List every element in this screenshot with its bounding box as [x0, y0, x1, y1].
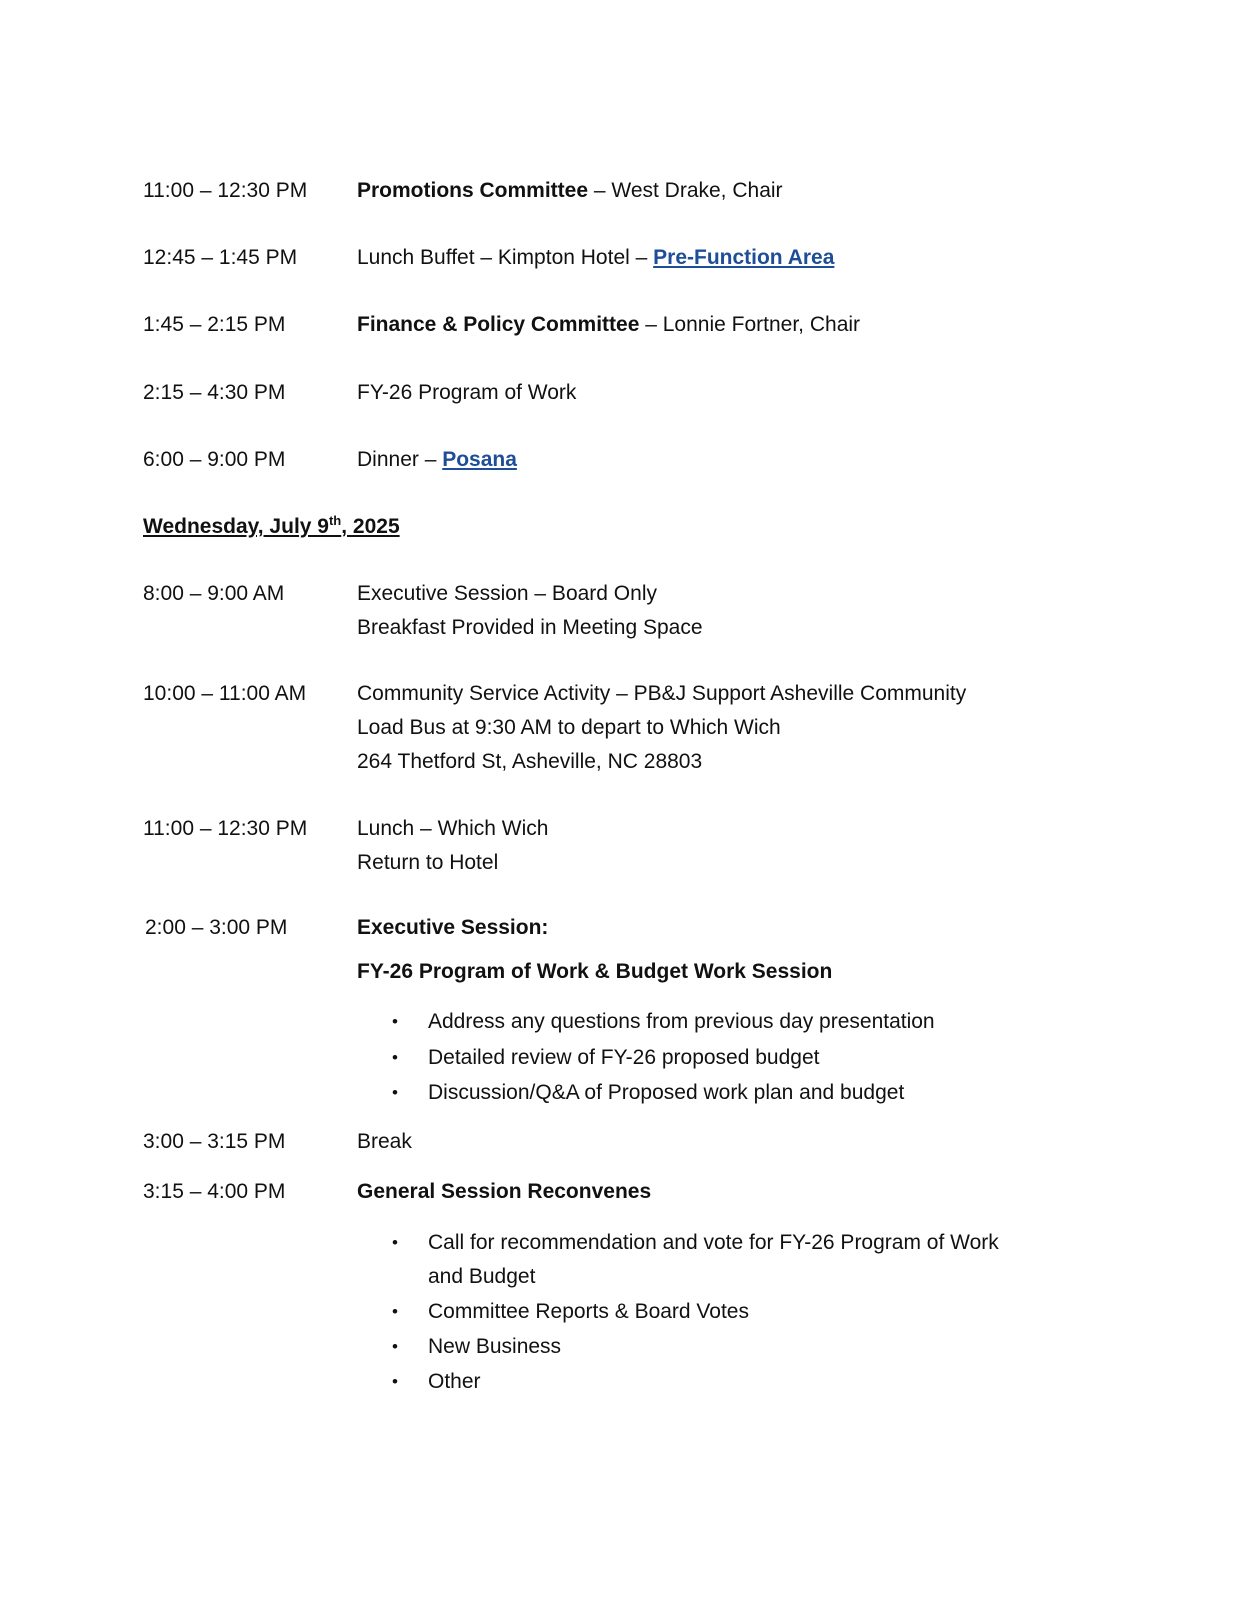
- finance-chair: – Lonnie Fortner, Chair: [639, 313, 861, 336]
- community-line-1: Community Service Activity – PB&J Support Asheville Community: [357, 682, 967, 705]
- break-label: Break: [357, 1130, 412, 1153]
- general-bullet-3: New Business: [428, 1335, 562, 1358]
- bullet-icon: •: [392, 1048, 398, 1067]
- general-session-title: General Session Reconvenes: [357, 1180, 652, 1203]
- time-lunch-which-wich: 11:00 – 12:30 PM: [143, 817, 308, 840]
- time-exec-session: 2:00 – 3:00 PM: [145, 916, 288, 939]
- community-line-2: Load Bus at 9:30 AM to depart to Which Wich: [357, 716, 781, 739]
- agenda-item-dinner: [357, 443, 517, 477]
- bullet-icon: •: [392, 1233, 398, 1252]
- agenda-item-program-of-work: FY-26 Program of Work: [357, 381, 577, 404]
- bullet-icon: •: [392, 1302, 398, 1321]
- agenda-item-finance: [357, 308, 860, 342]
- exec-board-line-2: Breakfast Provided in Meeting Space: [357, 616, 703, 639]
- time-lunch-buffet: 12:45 – 1:45 PM: [143, 246, 298, 269]
- promotions-title: Promotions Committee: [357, 179, 589, 202]
- general-bullet-2: Committee Reports & Board Votes: [428, 1300, 749, 1323]
- exec-session-title: Executive Session:: [357, 916, 549, 939]
- time-break: 3:00 – 3:15 PM: [143, 1130, 286, 1153]
- time-executive-session-board: 8:00 – 9:00 AM: [143, 582, 285, 605]
- agenda-item-promotions: [357, 174, 783, 208]
- time-program-of-work: 2:15 – 4:30 PM: [143, 381, 286, 404]
- agenda-item-lunch-buffet: [357, 241, 834, 275]
- promotions-chair: – West Drake, Chair: [588, 179, 783, 202]
- lunch-buffet-text: Lunch Buffet – Kimpton Hotel –: [357, 246, 654, 269]
- dinner-text: Dinner –: [357, 448, 443, 471]
- time-dinner: 6:00 – 9:00 PM: [143, 448, 286, 471]
- exec-board-line-1: Executive Session – Board Only: [357, 582, 657, 605]
- pre-function-area-link[interactable]: Pre-Function Area: [653, 246, 835, 269]
- general-bullet-1-continued: and Budget: [428, 1265, 536, 1288]
- exec-bullet-2: Detailed review of FY-26 proposed budget: [428, 1046, 820, 1069]
- time-community-service: 10:00 – 11:00 AM: [143, 682, 307, 705]
- bullet-icon: •: [392, 1012, 398, 1031]
- bullet-icon: •: [392, 1083, 398, 1102]
- finance-title: Finance & Policy Committee: [357, 313, 640, 336]
- time-general-session: 3:15 – 4:00 PM: [143, 1180, 286, 1203]
- lunch-line-1: Lunch – Which Wich: [357, 817, 549, 840]
- time-promotions: 11:00 – 12:30 PM: [143, 179, 308, 202]
- time-finance: 1:45 – 2:15 PM: [143, 313, 286, 336]
- posana-link[interactable]: Posana: [442, 448, 517, 471]
- community-address: 264 Thetford St, Asheville, NC 28803: [357, 750, 703, 773]
- heading-year: , 2025: [341, 515, 400, 538]
- bullet-icon: •: [392, 1337, 398, 1356]
- general-bullet-4: Other: [428, 1370, 481, 1393]
- exec-session-subtitle: FY-26 Program of Work & Budget Work Session: [357, 960, 833, 983]
- wednesday-heading: [143, 510, 400, 544]
- bullet-icon: •: [392, 1372, 398, 1391]
- heading-date: Wednesday, July 9: [143, 515, 329, 538]
- lunch-line-2: Return to Hotel: [357, 851, 499, 874]
- general-bullet-1: Call for recommendation and vote for FY-26 Program of Work: [428, 1231, 999, 1254]
- exec-bullet-1: Address any questions from previous day presentation: [428, 1010, 935, 1033]
- heading-ordinal: th: [328, 513, 342, 528]
- exec-bullet-3: Discussion/Q&A of Proposed work plan and budget: [428, 1081, 905, 1104]
